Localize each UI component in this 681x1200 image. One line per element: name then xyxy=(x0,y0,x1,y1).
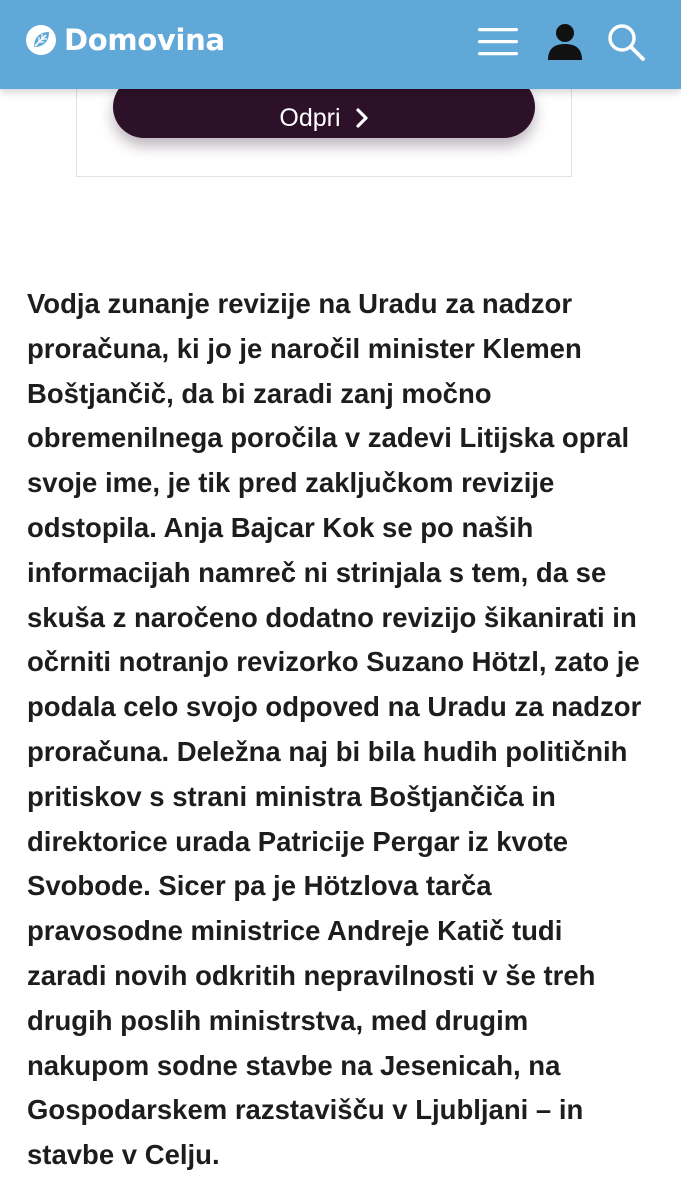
hamburger-menu-icon[interactable] xyxy=(476,20,520,64)
site-header xyxy=(0,0,681,89)
logo-text: Domovina xyxy=(64,23,225,57)
site-logo[interactable] xyxy=(24,20,225,60)
open-button-label: Odpri xyxy=(279,103,341,132)
article-paragraph: Vodja zunanje revizije na Uradu za nadzor proračuna, ki jo je naročil minister Klemen Boštjančič, da bi zaradi zanj močno obremenilnega poročila v zadevi Litijska opral svoje ime, je tik pred zaključkom revizije odstopila. Anja Bajcar Kok se po naših informacijah namreč ni strinjala s tem, da se skuša z naročeno dodatno revizijo šikanirati in očrniti notranjo revizorko Suzano Hötzl, zato je podala celo svojo odpoved na Uradu za nadzor proračuna. Deležna naj bi bila hudih političnih pritiskov s strani ministra Boštjančiča in direktorice urada Patricije Pergar iz kvote Svobode. Sicer pa je Hötzlova tarča pravosodne ministrice Andreje Katič tudi zaradi novih odkritih nepravilnosti v še treh drugih poslih ministrstva, med drugim nakupom sodne stavbe na Jesenicah, na Gospodarskem razstavišču v Ljubljani – in stavbe v Celju. xyxy=(27,288,642,1171)
search-icon[interactable] xyxy=(604,20,648,64)
leaf-logo-icon xyxy=(24,23,58,57)
user-icon[interactable] xyxy=(543,20,587,64)
chevron-right-icon xyxy=(355,108,369,128)
